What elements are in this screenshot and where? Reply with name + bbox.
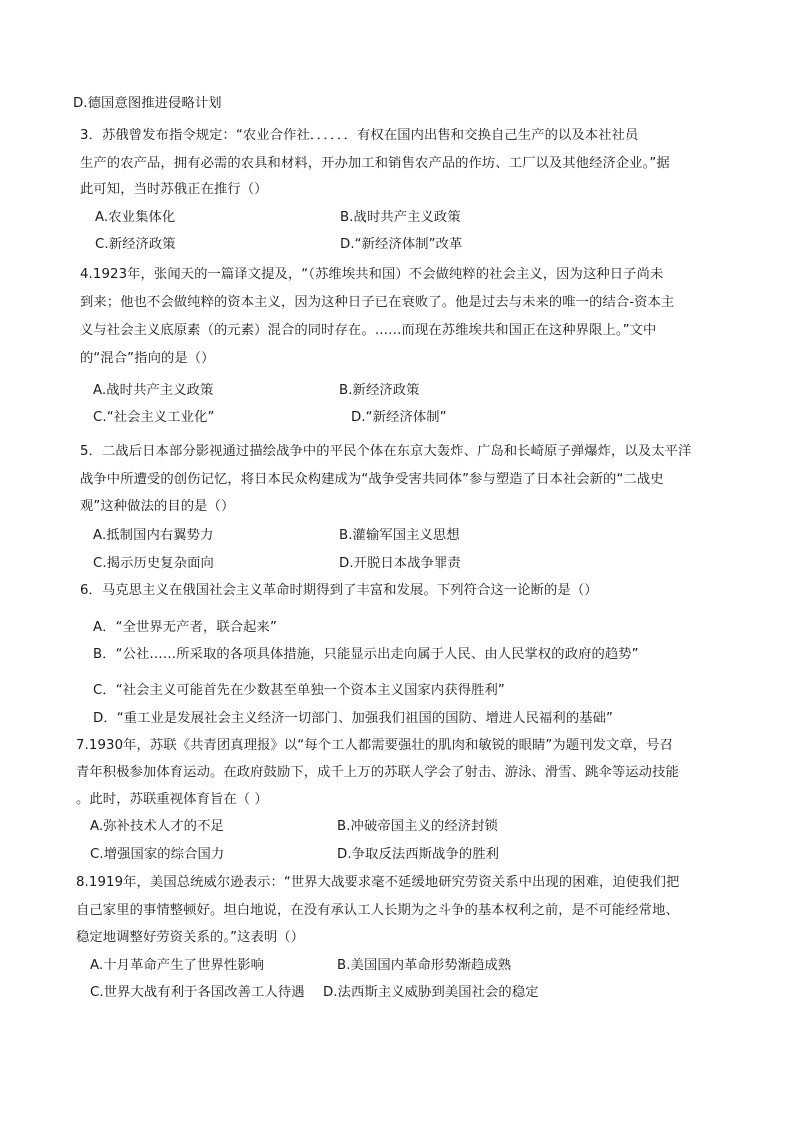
q7-option-d: D.争取反法西斯战争的胜利 — [337, 847, 500, 862]
q3-option-b: B.战时共产主义政策 — [340, 210, 461, 225]
q8-option-c: C.世界大战有利于各国改善工人待遇 — [90, 985, 305, 1000]
q2-option-d: D.德国意图推进侵略计划 — [73, 96, 222, 111]
q3-option-d: D.“新经济体制”改革 — [340, 237, 463, 252]
q6-option-b: B．“公社……所采取的各项具体措施，只能显示出走向属于人民、由人民掌权的政府的趋势” — [93, 647, 639, 662]
q8-option-d: D.法西斯主义威胁到美国社会的稳定 — [323, 985, 539, 1000]
q5-stem-line-3: 观”这种做法的目的是（） — [80, 499, 235, 514]
q3-stem-line-1: 3．苏俄曾发布指令规定：“农业合作社．．．．．．有权在国内出售和交换自己生产的以及本社社员 — [80, 128, 639, 143]
q6-option-d: D．“重工业是发展社会主义经济一切部门、加强我们祖国的国防、增进人民福利的基础” — [93, 711, 613, 726]
q7-stem-line-1: 7.1930年，苏联《共青团真理报》以“每个工人都需要强壮的肌肉和敏锐的眼睛”为题刊发文章，号召 — [76, 738, 673, 753]
q6-stem-line-1: 6．马克思主义在俄国社会主义革命时期得到了丰富和发展。下列符合这一论断的是（） — [80, 583, 598, 598]
q6-option-c: C．“社会主义可能首先在少数甚至单独一个资本主义国家内获得胜利” — [93, 683, 505, 698]
q7-stem-line-2: 青年积极参加体育运动。在政府鼓励下，成千上万的苏联人学会了射击、游泳、滑雪、跳伞等运动技能 — [76, 765, 679, 780]
q5-option-d: D.开脱日本战争罪责 — [339, 556, 461, 571]
q5-stem-line-1: 5．二战后日本部分影视通过描绘战争中的平民个体在东京大轰炸、广岛和长崎原子弹爆炸，以及太平洋 — [80, 444, 692, 459]
q3-stem-line-2: 生产的农产品，拥有必需的农具和材料，开办加工和销售农产品的作坊、工厂以及其他经济企业。”据 — [80, 156, 670, 171]
q4-option-a: A.战时共产主义政策 — [93, 383, 214, 398]
q5-option-c: C.揭示历史复杂面向 — [93, 556, 214, 571]
q8-stem-line-1: 8.1919年，美国总统威尔逊表示：“世界大战要求毫不延缓地研究劳资关系中出现的困难，迫使我们把 — [76, 875, 680, 890]
q8-stem-line-3: 稳定地调整好劳资关系的。”这表明（） — [76, 930, 305, 945]
q4-stem-line-2: 到来；他也不会做纯粹的资本主义，因为这种日子已在衰败了。他是过去与未来的唯一的结合-资本主 — [80, 295, 675, 310]
q3-option-c: C.新经济政策 — [95, 237, 176, 252]
q7-option-c: C.增强国家的综合国力 — [90, 847, 225, 862]
q4-stem-line-1: 4.1923年，张闻天的一篇译文提及，“（苏维埃共和国）不会做纯粹的社会主义，因为这种日子尚未 — [80, 267, 664, 282]
q4-stem-line-3: 义与社会主义底原素（的元素）混合的同时存在。……而现在苏维埃共和国正在这种界限上。”文中 — [80, 323, 657, 338]
q7-stem-line-3: 。此时，苏联重视体育旨在（ ） — [76, 792, 268, 807]
q8-option-b: B.美国国内革命形势渐趋成熟 — [337, 958, 512, 973]
q4-option-d: D.“新经济体制” — [351, 410, 447, 425]
q8-option-a: A.十月革命产生了世界性影响 — [90, 958, 265, 973]
q7-option-b: B.冲破帝国主义的经济封锁 — [337, 819, 498, 834]
q8-stem-line-2: 自己家里的事情整顿好。坦白地说，在没有承认工人长期为之斗争的基本权利之前，是不可能经常地、 — [76, 903, 679, 918]
q5-stem-line-2: 战争中所遭受的创伤记忆，将日本民众构建成为“战争受害共同体”参与塑造了日本社会新的“二战史 — [80, 472, 664, 487]
q6-option-a: A．“全世界无产者，联合起来” — [93, 620, 277, 635]
q4-option-c: C.“社会主义工业化” — [93, 410, 215, 425]
q3-stem-line-3: 此可知，当时苏俄正在推行（） — [80, 182, 268, 197]
q7-option-a: A.弥补技术人才的不足 — [90, 819, 224, 834]
q5-option-b: B.灌输军国主义思想 — [339, 528, 460, 543]
q3-option-a: A.农业集体化 — [95, 210, 176, 225]
q5-option-a: A.抵制国内右翼势力 — [93, 528, 214, 543]
q4-stem-line-4: 的“混合”指向的是（） — [80, 351, 215, 366]
q4-option-b: B.新经济政策 — [339, 383, 420, 398]
